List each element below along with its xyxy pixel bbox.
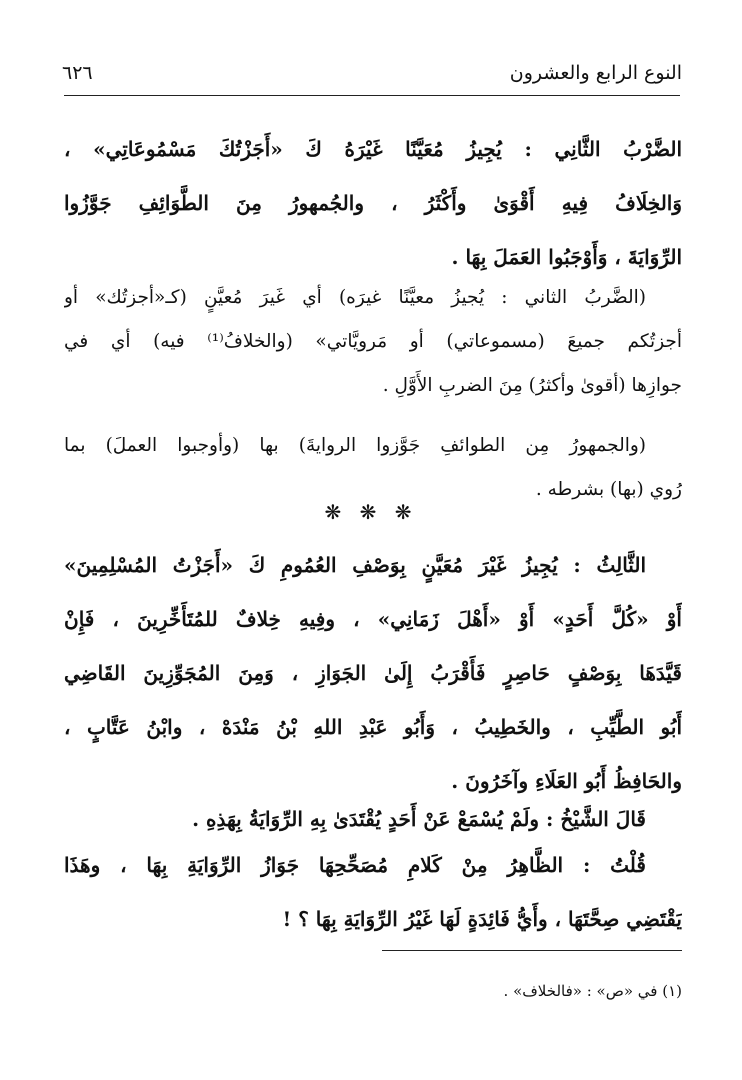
text-line: أَوْ «كُلَّ أَحَدٍ» أَوْ «أَهْلَ زَمَانِي» ، وفِيهِ خِلافٌ للمُتَأَخِّرِينَ ، فَإِنْ — [64, 607, 682, 631]
text-line: الضَّرْبُ الثَّانِي : يُجِيزُ مُعَيَّنًا غَيْرَهُ كَ «أَجَزْتُكَ مَسْمُوعَاتِي» ، — [64, 137, 682, 161]
footnote: (١) في «ص» : «فالخلاف» . — [503, 982, 682, 1000]
text-line: قُلْتُ : الظَّاهِرُ مِنْ كَلامِ مُصَحِّحِهَا جَوَازُ الرِّوَايَةِ بِهَا ، وهَذَا — [64, 853, 646, 877]
text-line: الرِّوَايَةَ ، وَأَوْجَبُوا العَمَلَ بِهَا . — [451, 245, 682, 269]
text-line: (والجمهورُ مِن الطوائفِ جَوَّزوا الروايةَ) بها (وأوجبوا العملَ) بما — [64, 435, 646, 456]
text-line: وَالخِلَافُ فِيهِ أَقْوَىٰ وأَكْثَرُ ، والجُمهورُ مِنَ الطَّوَائِفِ جَوَّزُوا — [64, 191, 682, 215]
text-line: جوازِها (أقوىٰ وأكثرُ) مِنَ الضربِ الأَوَّلِ . — [382, 375, 682, 396]
matn-paragraph-2 — [64, 538, 682, 808]
text-line: أجزتُكم جميعَ (مسموعاتي) أو مَرويَّاتي» (والخلافُ⁽¹⁾ فيه) أي في — [64, 331, 682, 352]
section-separator: ❋ ❋ ❋ — [324, 500, 418, 524]
text-line: أَبُو الطَّيِّبِ ، والخَطِيبُ ، وَأَبُو عَبْدِ اللهِ بْنُ مَنْدَهْ ، وابْنُ عَتَّابٍ ، — [64, 715, 682, 739]
sharh-paragraph-2 — [64, 424, 682, 512]
text-line: والحَافِظُ أَبُو العَلَاءِ وآخَرُونَ . — [451, 769, 682, 793]
matn-paragraph-4 — [64, 838, 682, 946]
page-number: ٦٢٦ — [62, 62, 93, 84]
sharh-paragraph-1 — [64, 276, 682, 408]
header-divider — [64, 95, 680, 96]
text-line: رُوي (بها) بشرطه . — [535, 479, 682, 500]
text-line: قَيَّدَهَا بِوَصْفٍ حَاصِرٍ فَأَقْرَبُ إِلَىٰ الجَوَازِ ، وَمِنَ المُجَوِّزِينَ القَاضِي — [64, 661, 682, 685]
text-line: الثَّالِثُ : يُجِيزُ غَيْرَ مُعَيَّنٍ بِوَصْفِ العُمُومِ كَ «أَجَزْتُ المُسْلِمِينَ» — [64, 553, 646, 577]
text-line: (الضَّربُ الثاني : يُجيزُ معيَّنًا غيرَه) أي غَيرَ مُعيَّنٍ (كـ«أجزتُك» أو — [64, 287, 646, 308]
text-line: يَقْتَضِي صِحَّتَهَا ، وأَيُّ فَائِدَةٍ لَهَا غَيْرُ الرِّوَايَةِ بِهَا ؟ ! — [282, 907, 682, 931]
footnote-divider — [382, 950, 682, 951]
text-line: قَالَ الشَّيْخُ : ولَمْ يُسْمَعْ عَنْ أَحَدٍ يُقْتَدَىٰ بِهِ الرِّوَايَةُ بِهَذِهِ . — [192, 807, 646, 831]
chapter-title: النوع الرابع والعشرون — [509, 62, 682, 84]
running-header — [62, 62, 682, 92]
matn-paragraph-1 — [64, 122, 682, 284]
